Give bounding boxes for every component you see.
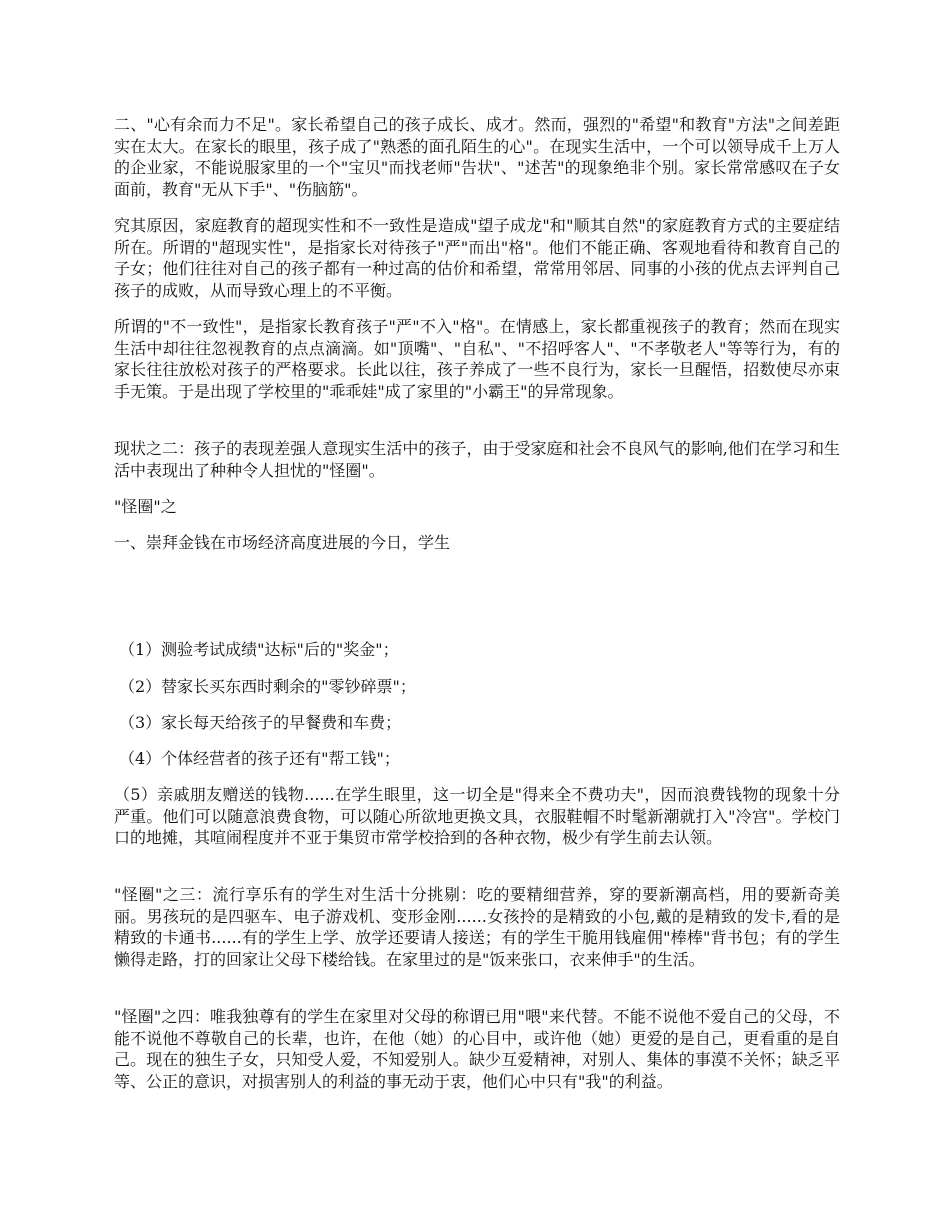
list-item: （4）个体经营者的孩子还有"帮工钱"； [119, 749, 400, 768]
paragraph-inconsistency: 所谓的"不一致性"，是指家长教育孩子"严"不入"格"。在情感上，家长都重视孩子的教育；然而在现实生活中却往往忽视教育的点点滴滴。如"顶嘴"、"自私"、"不招呼客人"、"不孝敬老人"等等行为，有的家长往往放松对孩子的严格要求。长此以往，孩子养成了一些不良行为，家长一旦醒悟，招数使尽亦束手无策。于是出现了学校里的"乖乖娃"成了家里的"小霸王"的异常现象。 [114, 317, 840, 401]
paragraph-strange-circle-heading: "怪圈"之 [114, 497, 177, 516]
list-item: （2）替家长买东西时剩余的"零钞碎票"； [119, 677, 416, 696]
list-item: （3）家长每天给孩子的早餐费和车费； [119, 713, 402, 732]
paragraph-strange-circle-four: "怪圈"之四：唯我独尊有的学生在家里对父母的称谓已用"喂"来代替。不能不说他不爱自己的父母，不能不说他不尊敬自己的长辈，也许，在他（她）的心目中，或许他（她）更爱的是自己，更看重的是自己。现在的独生子女，只知受人爱，不知爱别人。缺少互爱精神，对别人、集体的事漠不关怀；缺乏平等、公正的意识，对损害别人的利益的事无动于衷，他们心中只有"我"的利益。 [114, 1007, 840, 1091]
list-item: （5）亲戚朋友赠送的钱物......在学生眼里，这一切全是"得来全不费功夫"，因而浪费钱物的现象十分严重。他们可以随意浪费食物，可以随心所欲地更换文具，衣服鞋帽不时髦新潮就打入"冷宫"。学校门口的地摊，其喧闹程度并不亚于集贸市常学校拾到的各种衣物，极少有学生前去认领。 [114, 785, 840, 847]
paragraph-heart-willing-strength-lacking: 二、"心有余而力不足"。家长希望自己的孩子成长、成才。然而，强烈的"希望"和教育"方法"之间差距实在太大。在家长的眼里，孩子成了"熟悉的面孔陌生的心"。在现实生活中，一个可以领导成千上万人的企业家，不能说服家里的一个"宝贝"而找老师"告状"、"述苦"的现象绝非个别。家长常常感叹在子女面前，教育"无从下手"、"伤脑筋"。 [114, 115, 840, 199]
paragraph-root-cause: 究其原因，家庭教育的超现实性和不一致性是造成"望子成龙"和"顺其自然"的家庭教育方式的主要症结所在。所谓的"超现实性"，是指家长对待孩子"严"而出"格"。他们不能正确、客观地看待和教育自己的子女；他们往往对自己的孩子都有一种过高的估价和希望，常常用邻居、同事的小孩的优点去评判自己孩子的成败，从而导致心理上的不平衡。 [114, 216, 840, 300]
paragraph-strange-circle-three: "怪圈"之三：流行享乐有的学生对生活十分挑剔：吃的要精细营养，穿的要新潮高档，用的要新奇美丽。男孩玩的是四驱车、电子游戏机、变形金刚......女孩拎的是精致的小包,戴的是精致的发卡,看的是精致的卡通书......有的学生上学、放学还要请人接送；有的学生干脆用钱雇佣"棒棒"背书包；有的学生懒得走路，打的回家让父母下楼给钱。在家里过的是"饭来张口，衣来伸手"的生活。 [114, 885, 840, 969]
paragraph-money-worship: 一、崇拜金钱在市场经济高度进展的今日，学生 [114, 533, 451, 552]
list-item: （1）测验考试成绩"达标"后的"奖金"； [119, 640, 399, 659]
paragraph-status-two: 现状之二：孩子的表现差强人意现实生活中的孩子，由于受家庭和社会不良风气的影响,他们在学习和生活中表现出了种种令人担忧的"怪圈"。 [114, 439, 840, 480]
